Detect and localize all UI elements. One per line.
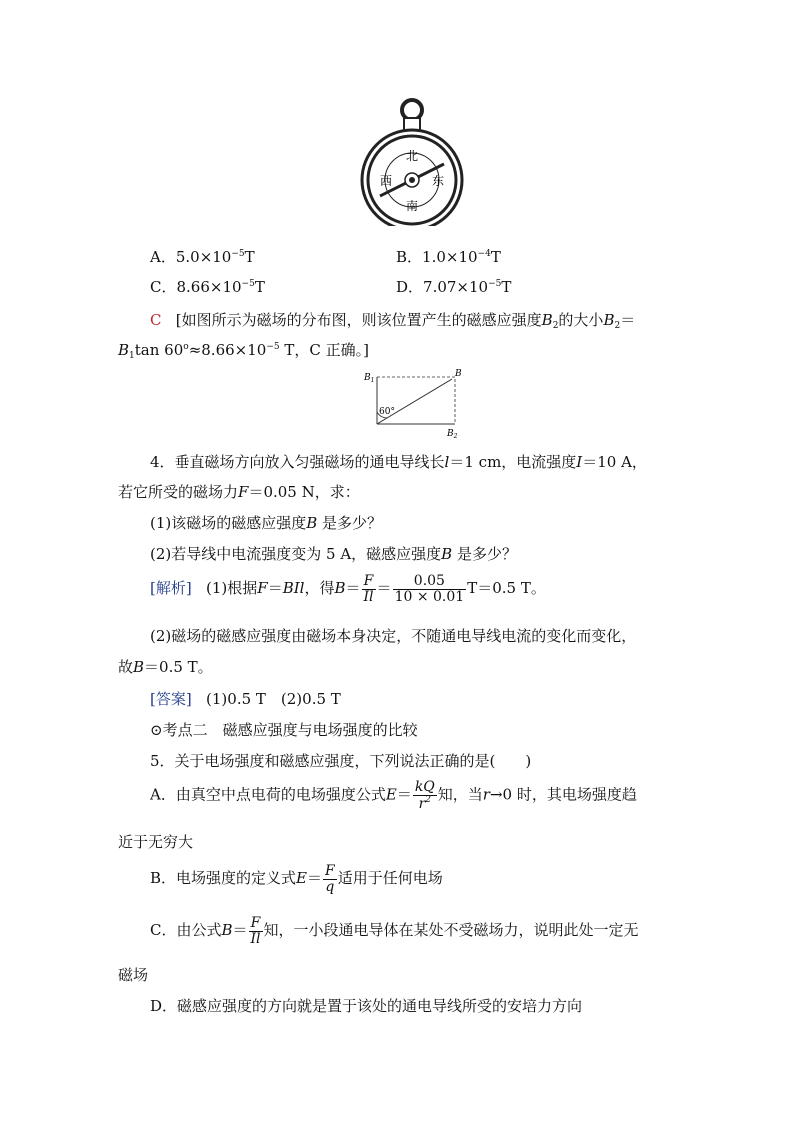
q4-analysis-line2: (2)磁场的磁感应强度由磁场本身决定，不随通电导线电流的变化而变化， bbox=[150, 627, 637, 645]
label-angle: 60° bbox=[379, 407, 395, 417]
q3-explanation-line1: C [如图所示为磁场的分布图，则该位置产生的磁感应强度$B_2$的大小$B_2=$ bbox=[150, 311, 636, 331]
label-b: B bbox=[455, 369, 462, 379]
compass-south: 南 bbox=[405, 199, 419, 213]
q5-option-d: D．磁感应强度的方向就是置于该处的通电导线所受的安培力方向 bbox=[150, 997, 583, 1015]
q4-stem-line1: 4．垂直磁场方向放入匀强磁场的通电导线长l＝1 cm，电流强度I＝10 A， bbox=[150, 453, 647, 471]
q5-option-c: C．由公式B＝ $\frac{F}{Il}$ 知，一小段通电导体在某处不受磁场力，说明此处一定无 bbox=[150, 915, 639, 947]
q4-analysis-line3: 故B＝0.5 T。 bbox=[118, 658, 213, 676]
label-b2: $B_2$ bbox=[447, 429, 458, 440]
analysis-tag: [解析] bbox=[150, 579, 192, 598]
q3-option-a: A．$5.0\times 10^{-5}T$ bbox=[150, 248, 255, 266]
q3-option-d: D．$7.07\times 10^{-5}T$ bbox=[396, 278, 512, 296]
q5-option-c-line2: 磁场 bbox=[118, 966, 149, 984]
compass-north: 北 bbox=[405, 149, 419, 163]
q4-part1: (1)该磁场的磁感应强度B 是多少？ bbox=[150, 514, 383, 532]
q5-option-a: A．由真空中点电荷的电场强度公式E＝ $\frac{kQ}{r^2}$ 知，当r→0 时，其电场强度趋 bbox=[150, 779, 637, 812]
q5-stem: 5．关于电场强度和磁感应强度，下列说法正确的是( ) bbox=[150, 752, 532, 770]
q3-option-c: C．$8.66\times 10^{-5}T$ bbox=[150, 278, 265, 296]
compass-east: 东 bbox=[431, 174, 445, 188]
q4-stem-line2: 若它所受的磁场力F＝0.05 N，求： bbox=[118, 483, 360, 501]
q5-option-a-line2: 近于无穷大 bbox=[118, 833, 194, 851]
compass-west: 西 bbox=[379, 174, 393, 188]
q3-option-b: B．$1.0\times 10^{-4}T$ bbox=[396, 248, 501, 266]
q3-answer-letter: C bbox=[150, 311, 162, 329]
q4-answer: [答案] (1)0.5 T (2)0.5 T bbox=[150, 690, 341, 708]
label-b1: $B_1$ bbox=[364, 373, 375, 384]
q4-analysis-line1: [解析] (1)根据F＝BIl，得B＝ $\frac{F}{Il}$ ＝ $\frac{0.05}{10 \times 0.01}$ T＝0.5 T。 bbox=[150, 573, 546, 605]
section-heading: ⊙考点二 磁感应强度与电场强度的比较 bbox=[150, 721, 418, 739]
q5-option-b: B．电场强度的定义式E＝ $\frac{F}{q}$ 适用于任何电场 bbox=[150, 863, 443, 895]
q3-explanation-line2: $B_1\tan$ $60^o\approx 8.66\times 10^{-5}$ T，C 正确。] bbox=[118, 341, 369, 361]
answer-tag: [答案] bbox=[150, 690, 192, 708]
q4-part2: (2)若导线中电流强度变为 5 A，磁感应强度B 是多少？ bbox=[150, 545, 517, 563]
compass-figure bbox=[358, 96, 466, 226]
vector-diagram bbox=[362, 366, 472, 442]
